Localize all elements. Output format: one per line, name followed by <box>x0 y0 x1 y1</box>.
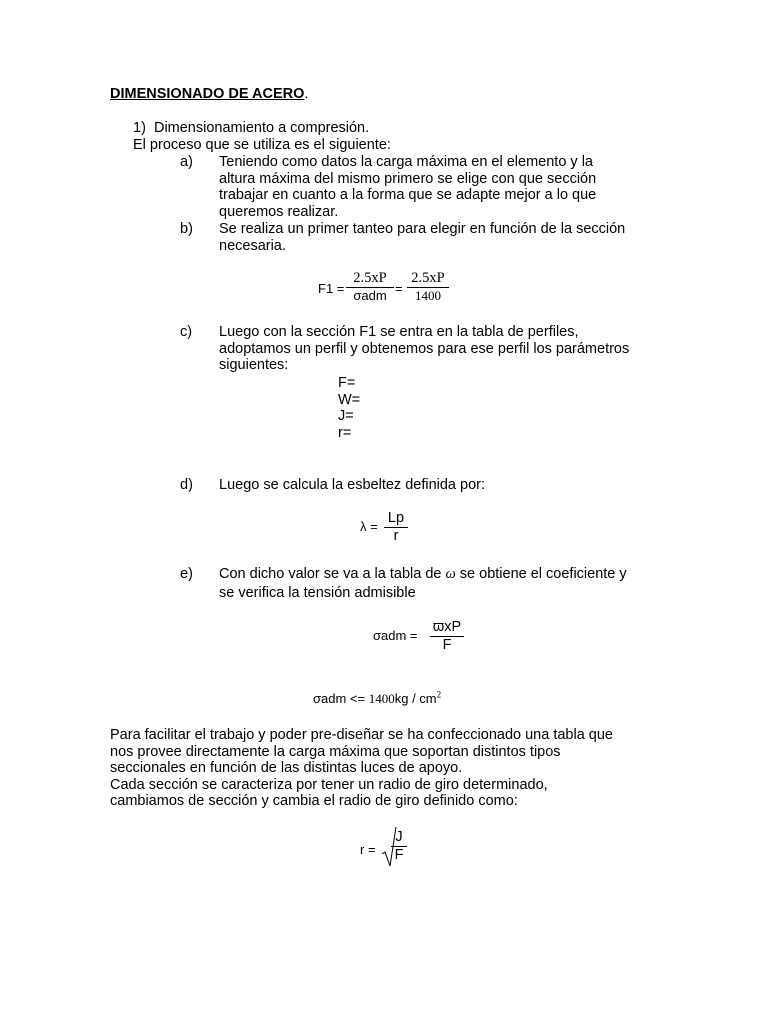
formula-radius-num: J <box>395 829 403 845</box>
paragraph-line: Para facilitar el trabajo y poder pre-diseñar se ha confeccionado una tabla que <box>110 727 613 743</box>
paragraph-line: seccionales en función de las distintas luces de apoyo. <box>110 760 463 776</box>
document-title-line <box>110 86 308 103</box>
formula-limit <box>313 691 441 708</box>
formula-f1-den2: 1400 <box>407 287 449 305</box>
formula-limit-pre: σadm <= <box>313 691 366 706</box>
closing-paragraph <box>110 727 670 810</box>
omega-symbol: ω <box>445 566 456 582</box>
item-a-line: trabajar en cuanto a la forma que se adapte mejor a lo que <box>219 187 597 203</box>
item-b-line: Se realiza un primer tanteo para elegir en función de la sección <box>219 221 626 237</box>
formula-f1-lhs: F1 = <box>318 281 345 296</box>
param-f: F= <box>338 375 356 391</box>
item-a-letter: a) <box>180 154 193 170</box>
param-r: r= <box>338 424 352 441</box>
formula-f1-num2: 2.5xP <box>411 270 445 286</box>
section-heading-text: Dimensionamiento a compresión. <box>153 120 370 136</box>
item-b-letter: b) <box>180 221 193 237</box>
formula-radius-fraction <box>391 829 407 863</box>
item-e-text <box>219 566 699 601</box>
section-number: 1) <box>133 120 146 136</box>
item-d-line: Luego se calcula la esbeltez definida por: <box>219 477 486 493</box>
param-w: W= <box>338 391 361 408</box>
formula-lambda-den: r <box>384 527 408 545</box>
item-b-text <box>219 221 669 254</box>
item-a-line: Teniendo como datos la carga máxima en el elemento y la <box>219 154 593 170</box>
paragraph-line: Cada sección se caracteriza por tener un radio de giro determinado, <box>110 776 548 793</box>
item-c-line: adoptamos un perfil y obtenemos para ese perfil los parámetros <box>219 340 630 357</box>
formula-f1-equals: = <box>395 281 403 296</box>
item-c-params <box>338 375 360 441</box>
item-e-letter: e) <box>180 566 193 582</box>
paragraph-line: nos provee directamente la carga máxima que soportan distintos tipos <box>110 743 561 760</box>
section-heading <box>133 120 369 137</box>
item-d-letter: d) <box>180 477 193 493</box>
param-j: J= <box>338 408 354 424</box>
formula-f1-num1: 2.5xP <box>353 270 387 286</box>
formula-sigma-fraction <box>430 619 464 653</box>
item-a-text <box>219 154 669 220</box>
item-c-text <box>219 324 669 374</box>
formula-radius-lhs: r = <box>360 842 376 857</box>
item-c-letter: c) <box>180 324 193 340</box>
title-period: . <box>304 86 309 102</box>
formula-radius-den: F <box>391 846 407 864</box>
item-c-line: Luego con la sección F1 se entra en la tabla de perfiles, <box>219 324 579 340</box>
item-e-line-1-post: se obtiene el coeficiente y <box>459 566 627 582</box>
item-d-text <box>219 477 669 494</box>
item-a-line: queremos realizar. <box>219 203 339 220</box>
section-intro: El proceso que se utiliza es el siguiente: <box>133 137 391 153</box>
item-e-line-1 <box>219 566 699 583</box>
formula-limit-value: 1400 <box>368 691 395 706</box>
item-b-line: necesaria. <box>219 237 286 254</box>
formula-sigma-den: F <box>430 636 464 654</box>
formula-limit-exp: 2 <box>436 689 442 700</box>
formula-lambda-num: Lp <box>387 510 405 526</box>
item-a-line: altura máxima del mismo primero se elige con que sección <box>219 170 597 187</box>
formula-sigma-lhs: σadm = <box>373 628 418 643</box>
formula-sigma-num: ϖxP <box>432 619 462 635</box>
formula-f1-fraction-1 <box>346 270 394 304</box>
item-e-line-1-pre: Con dicho valor se va a la tabla de <box>219 566 442 582</box>
formula-limit-unit: kg / cm <box>394 691 437 706</box>
formula-lambda-fraction <box>384 510 408 544</box>
formula-f1-den1: σadm <box>346 287 394 305</box>
document-title: DIMENSIONADO DE ACERO <box>110 86 305 102</box>
item-e-line-2: se verifica la tensión admisible <box>219 584 416 601</box>
paragraph-line: cambiamos de sección y cambia el radio de giro definido como: <box>110 793 518 809</box>
formula-lambda-lhs: λ = <box>360 519 378 534</box>
formula-f1-fraction-2 <box>407 270 449 304</box>
item-c-line: siguientes: <box>219 357 289 373</box>
